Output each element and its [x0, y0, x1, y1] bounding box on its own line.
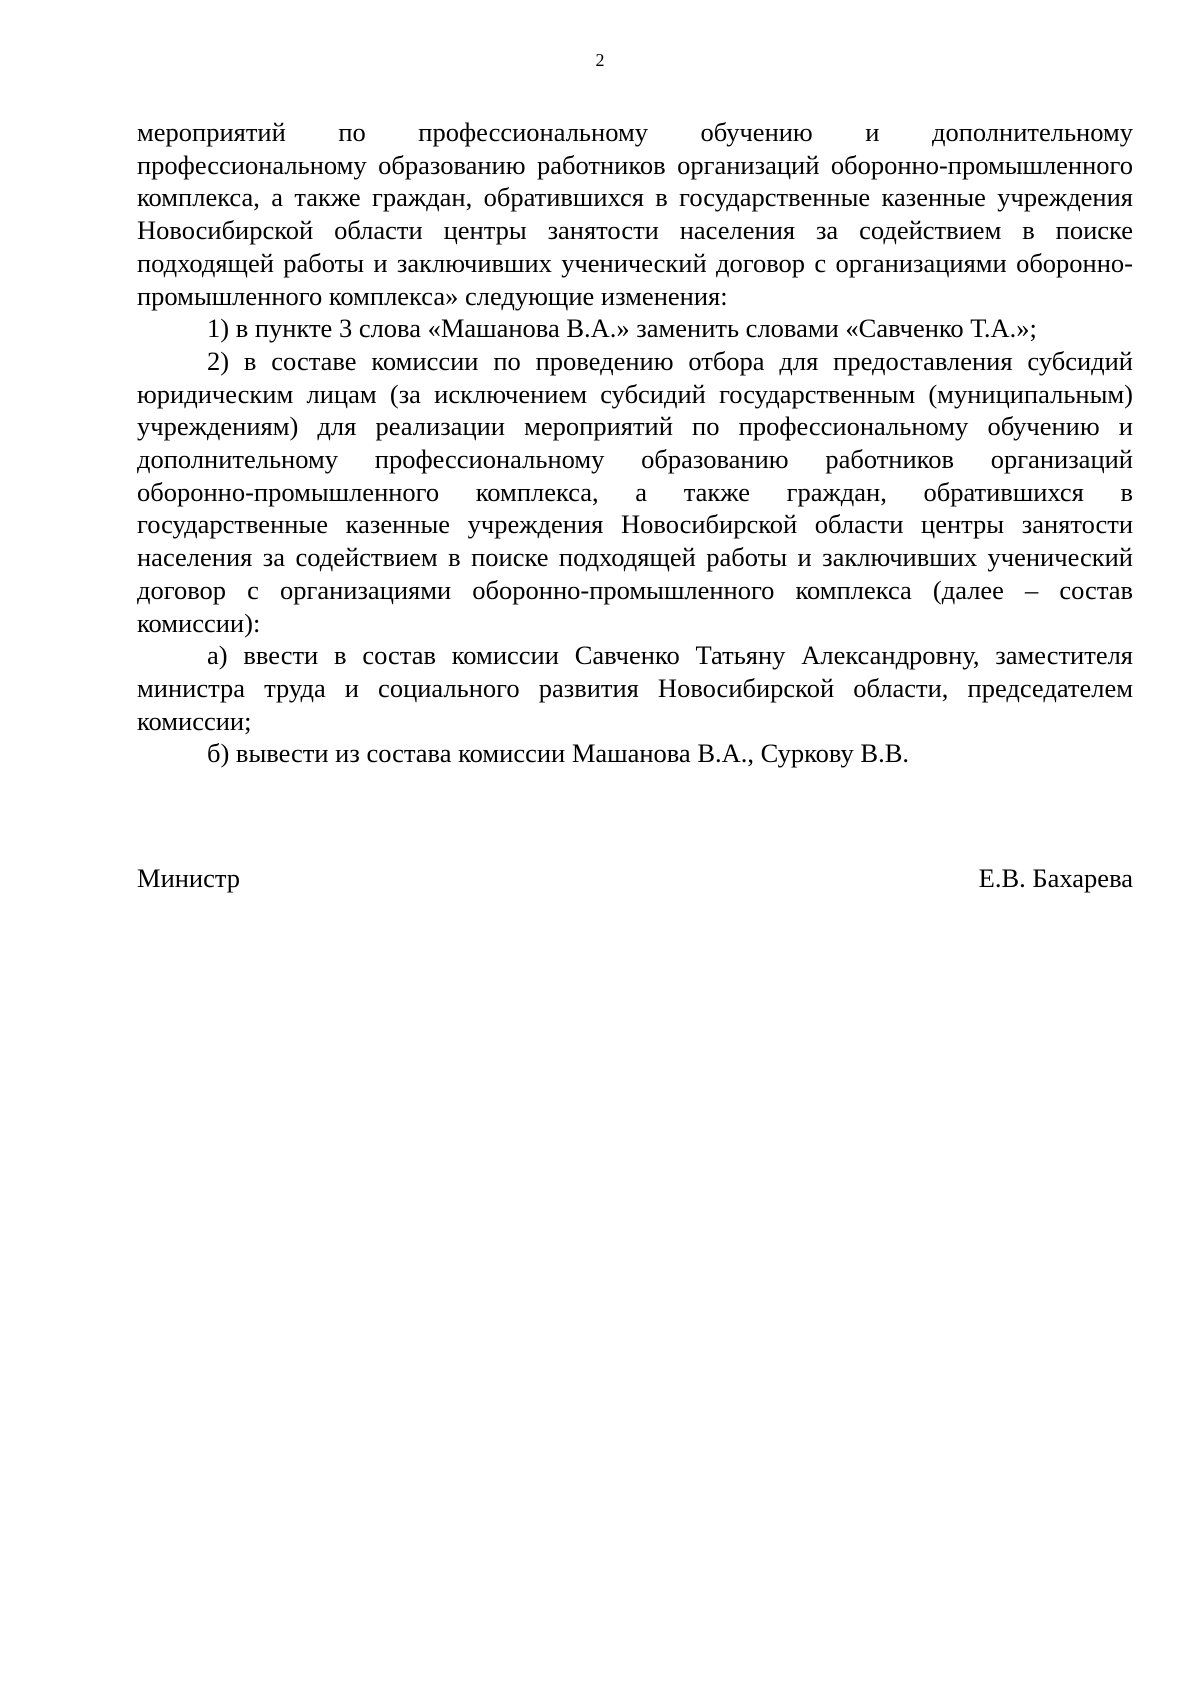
paragraph-subitem-a: а) ввести в состав комиссии Савченко Татьяну Александровну, заместителя министра труда и социального развития Новосибирской области, председателем комиссии; — [137, 640, 1133, 736]
paragraph-item-2: 2) в составе комиссии по проведению отбора для предоставления субсидий юридическим лицам (за исключением субсидий государственным (муниципальным) учреждениям) для реализации мероприятий по профессиональному обучению и дополнительному профессиональному образованию работников организаций оборонно-промышленного комплекса, а также граждан, обратившихся в государственные казенные учреждения Новосибирской области центры занятости населения за содействием в поиске подходящей работы и заключивших ученический договор с организациями оборонно-промышленного комплекса (далее – состав комиссии): — [137, 345, 1133, 638]
document-body — [137, 116, 1133, 770]
signature-block — [137, 862, 1133, 894]
signatory-name: Е.В. Бахарева — [978, 863, 1133, 893]
signatory-position: Министр — [137, 863, 241, 893]
page-number: 2 — [595, 50, 605, 70]
paragraph-item-1: 1) в пункте 3 слова «Машанова В.А.» заменить словами «Савченко Т.А.»; — [207, 313, 1037, 344]
paragraph-continuation: мероприятий по профессиональному обучению и дополнительному профессиональному образованию работников организаций оборонно-промышленного комплекса, а также граждан, обратившихся в государственные казенные учреждения Новосибирской области центры занятости населения за содействием в поиске подходящей работы и заключивших ученический договор с организациями оборонно-промышленного комплекса» следующие изменения: — [137, 117, 1133, 311]
paragraph-subitem-b: б) вывести из состава комиссии Машанова В.А., Суркову В.В. — [207, 738, 910, 769]
